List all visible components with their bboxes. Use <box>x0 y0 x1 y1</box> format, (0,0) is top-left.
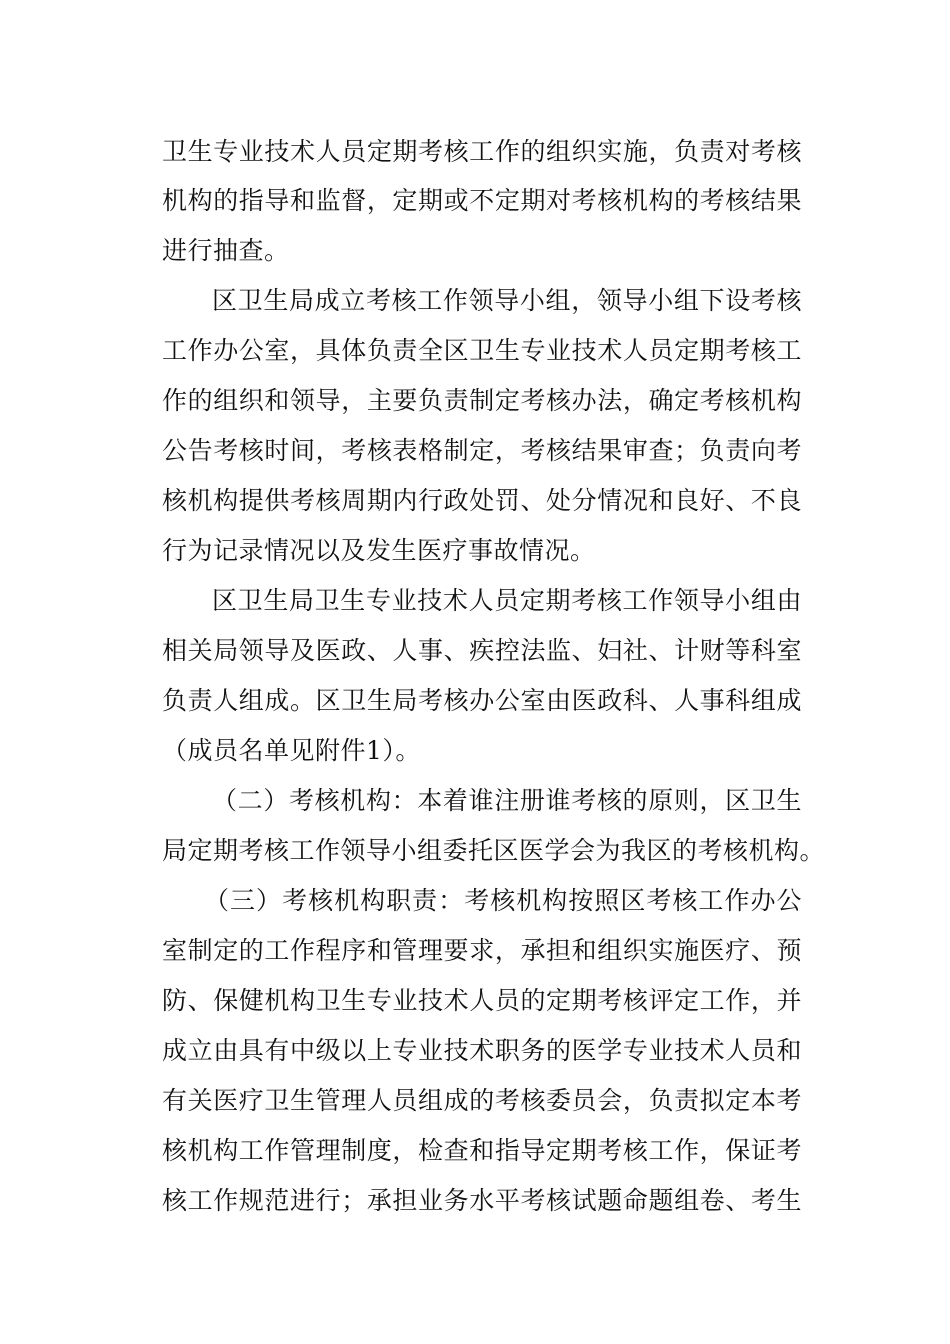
text-line: 局定期考核工作领导小组委托区医学会为我区的考核机构。 <box>162 836 826 865</box>
text-line: 成立由具有中级以上专业技术职务的医学专业技术人员和 <box>162 1036 802 1065</box>
text-line: （二）考核机构：本着谁注册谁考核的原则，区卫生 <box>212 786 802 815</box>
text-line: 卫生专业技术人员定期考核工作的组织实施，负责对考核 <box>162 137 802 166</box>
text-line: 防、保健机构卫生专业技术人员的定期考核评定工作，并 <box>162 986 802 1015</box>
text-line: 核工作规范进行；承担业务水平考核试题命题组卷、考生 <box>162 1186 802 1215</box>
text-line: 工作办公室，具体负责全区卫生专业技术人员定期考核工 <box>162 336 802 365</box>
text-line: 区卫生局成立考核工作领导小组，领导小组下设考核 <box>212 286 802 315</box>
text-line: 核机构提供考核周期内行政处罚、处分情况和良好、不良 <box>162 486 802 515</box>
text-line: 有关医疗卫生管理人员组成的考核委员会，负责拟定本考 <box>162 1086 802 1115</box>
text-line: 负责人组成。区卫生局考核办公室由医政科、人事科组成 <box>162 686 802 715</box>
text-line: 行为记录情况以及发生医疗事故情况。 <box>162 536 596 565</box>
text-line: 核机构工作管理制度，检查和指导定期考核工作，保证考 <box>162 1136 802 1165</box>
text-line: （成员名单见附件1）。 <box>162 736 421 765</box>
text-line: （三）考核机构职责：考核机构按照区考核工作办公 <box>204 886 802 915</box>
text-line: 机构的指导和监督，定期或不定期对考核机构的考核结果 <box>162 186 802 215</box>
text-line: 进行抽查。 <box>162 236 290 265</box>
text-line: 区卫生局卫生专业技术人员定期考核工作领导小组由 <box>212 586 802 615</box>
text-line: 公告考核时间，考核表格制定，考核结果审查；负责向考 <box>162 436 802 465</box>
text-line: 作的组织和领导，主要负责制定考核办法，确定考核机构 <box>162 386 802 415</box>
text-line: 室制定的工作程序和管理要求，承担和组织实施医疗、预 <box>162 936 802 965</box>
text-line: 相关局领导及医政、人事、疾控法监、妇社、计财等科室 <box>162 636 802 665</box>
